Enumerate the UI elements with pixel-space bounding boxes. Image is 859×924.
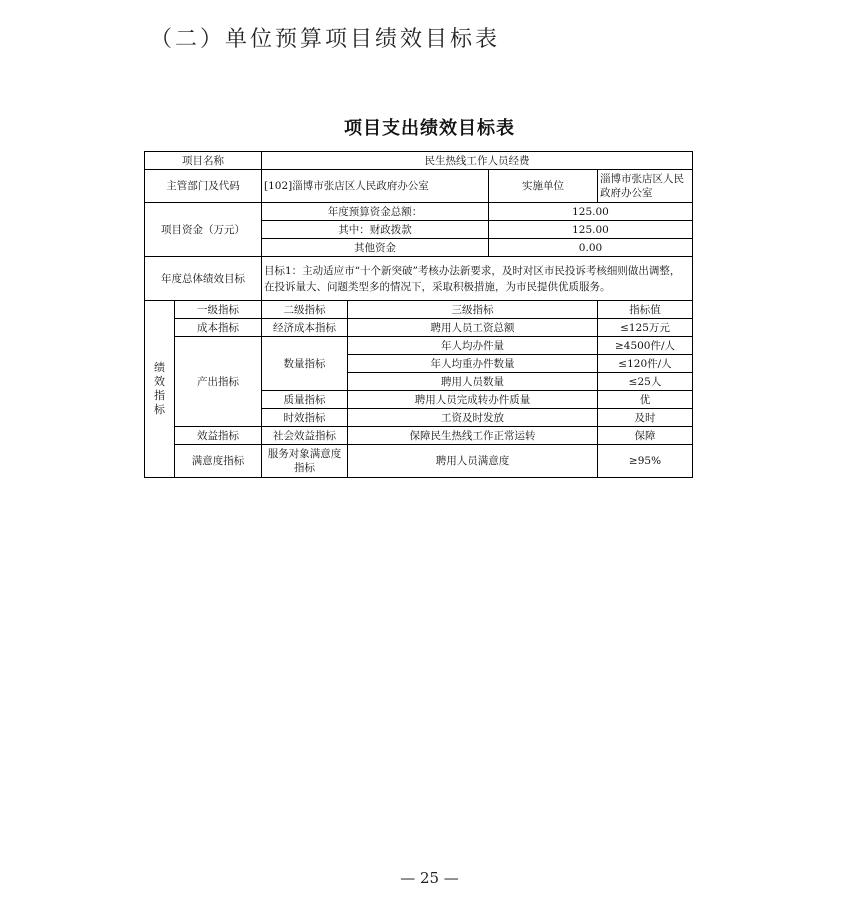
satisfaction-level1: 满意度指标	[175, 445, 262, 478]
quality-level3: 聘用人员完成转办件质量	[348, 391, 598, 409]
benefit-level1: 效益指标	[175, 427, 262, 445]
funds-total-value: 125.00	[489, 203, 693, 221]
cost-value: ≤125万元	[598, 319, 693, 337]
quality-value: 优	[598, 391, 693, 409]
quantity-level3: 年人均重办件数量	[348, 355, 598, 373]
timeliness-level3: 工资及时发放	[348, 409, 598, 427]
satisfaction-value: ≥95%	[598, 445, 693, 478]
cost-level2: 经济成本指标	[262, 319, 348, 337]
cost-level3: 聘用人员工资总额	[348, 319, 598, 337]
project-name-row	[145, 152, 693, 170]
satisfaction-level3: 聘用人员满意度	[348, 445, 598, 478]
funds-other-label: 其他资金	[262, 239, 489, 257]
timeliness-level2: 时效指标	[262, 409, 348, 427]
table-row	[145, 427, 693, 445]
performance-indicator-side-label: 绩 效 指 标	[145, 301, 175, 478]
quantity-level3: 年人均办件量	[348, 337, 598, 355]
header-level3: 三级指标	[348, 301, 598, 319]
funds-fiscal-label: 其中：财政拨款	[262, 221, 489, 239]
output-level1: 产出指标	[175, 337, 262, 427]
quantity-value: ≤25人	[598, 373, 693, 391]
department-label: 主管部门及代码	[145, 170, 262, 203]
annual-goal-label: 年度总体绩效目标	[145, 257, 262, 301]
section-heading: （二）单位预算项目绩效目标表	[150, 27, 501, 52]
funds-other-value: 0.00	[489, 239, 693, 257]
performance-target-table	[144, 151, 693, 478]
funds-label: 项目资金（万元）	[145, 203, 262, 257]
header-level2: 二级指标	[262, 301, 348, 319]
department-row	[145, 170, 693, 203]
implementing-unit-label: 实施单位	[489, 170, 598, 203]
header-value: 指标值	[598, 301, 693, 319]
benefit-value: 保障	[598, 427, 693, 445]
page-number: — 25 —	[400, 869, 459, 887]
header-level1: 一级指标	[175, 301, 262, 319]
project-name-value: 民生热线工作人员经费	[262, 152, 693, 170]
funds-total-label: 年度预算资金总额：	[262, 203, 489, 221]
indicator-header-row	[145, 301, 693, 319]
implementing-unit-value: 淄博市张店区人民政府办公室	[598, 170, 693, 203]
benefit-level3: 保障民生热线工作正常运转	[348, 427, 598, 445]
quality-level2: 质量指标	[262, 391, 348, 409]
department-value: [102]淄博市张店区人民政府办公室	[262, 170, 489, 203]
funds-row	[145, 203, 693, 221]
funds-fiscal-value: 125.00	[489, 221, 693, 239]
quantity-value: ≤120件/人	[598, 355, 693, 373]
table-title: 项目支出绩效目标表	[344, 118, 515, 139]
timeliness-value: 及时	[598, 409, 693, 427]
annual-goal-text: 目标1：主动适应市“十个新突破”考核办法新要求，及时对区市民投诉考核细则做出调整，在投诉量大、问题类型多的情况下，采取积极措施，为市民提供优质服务。	[262, 257, 693, 301]
satisfaction-level2: 服务对象满意度指标	[262, 445, 348, 478]
table-row	[145, 319, 693, 337]
table-row	[145, 445, 693, 478]
annual-goal-row	[145, 257, 693, 301]
benefit-level2: 社会效益指标	[262, 427, 348, 445]
quantity-value: ≥4500件/人	[598, 337, 693, 355]
quantity-level3: 聘用人员数量	[348, 373, 598, 391]
quantity-level2: 数量指标	[262, 337, 348, 391]
project-name-label: 项目名称	[145, 152, 262, 170]
cost-level1: 成本指标	[175, 319, 262, 337]
table-row	[145, 337, 693, 355]
